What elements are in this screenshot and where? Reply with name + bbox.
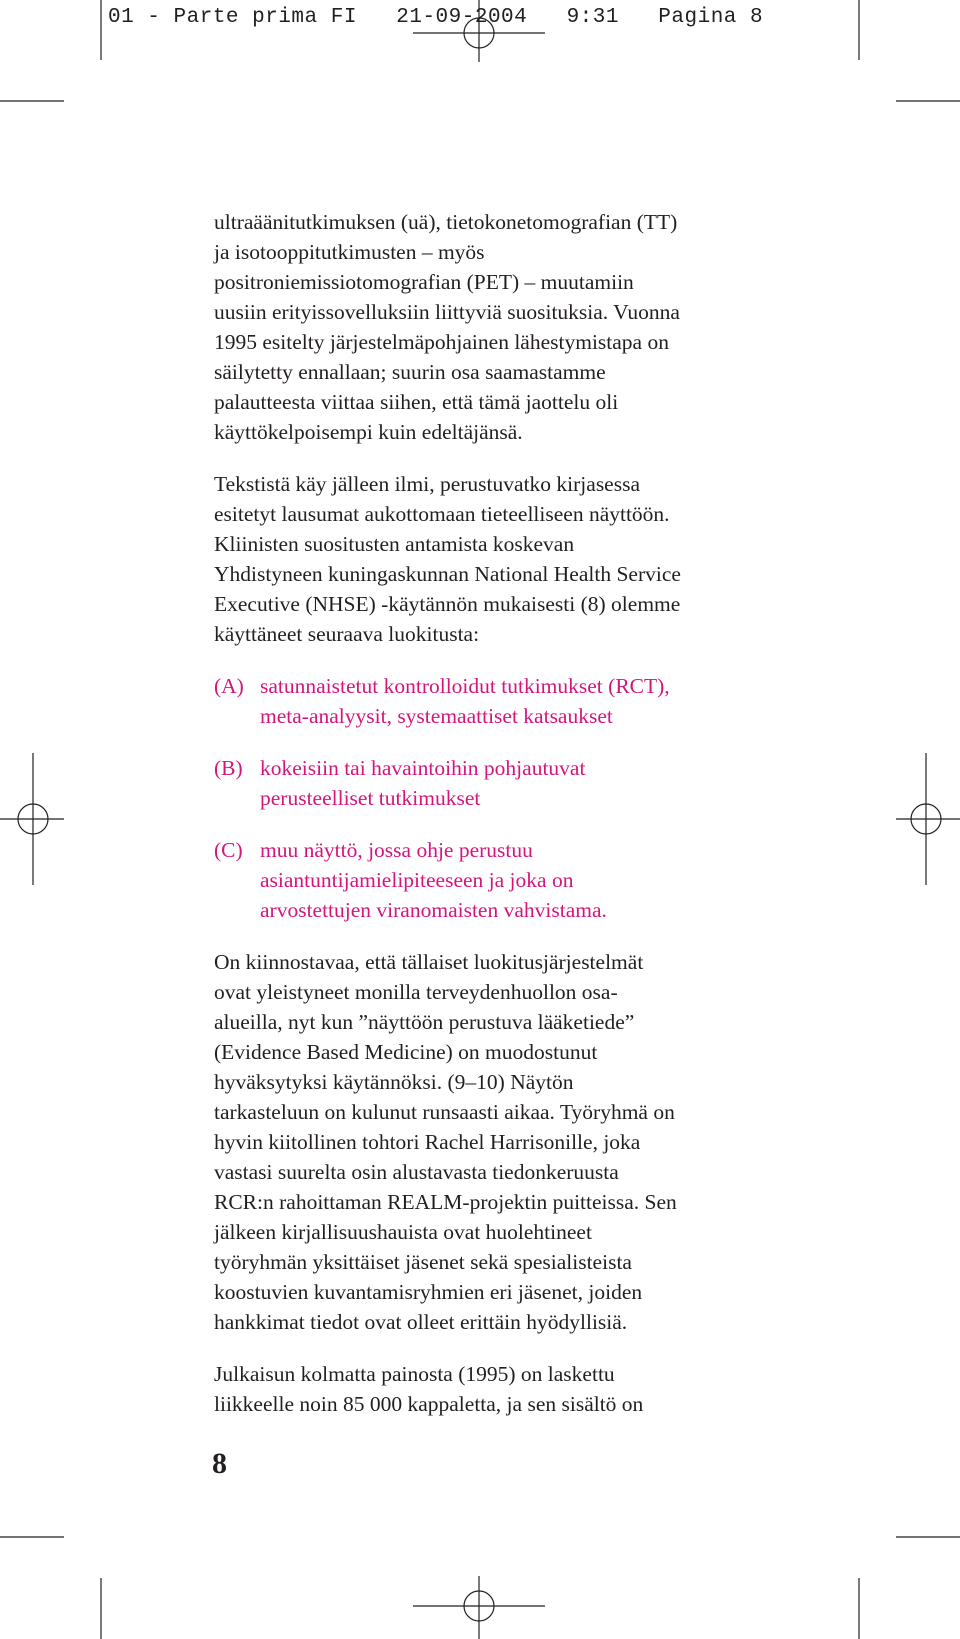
text-line: säilytetty ennallaan; suurin osa saamastamme (214, 360, 606, 384)
paragraph-2 (214, 469, 774, 649)
text-line: arvostettujen viranomaisten vahvistama. (260, 898, 607, 922)
text-line: muu näyttö, jossa ohje perustuu (260, 838, 533, 862)
paragraph-1 (214, 207, 774, 447)
registration-mark-bottom (413, 1576, 545, 1639)
list-item (214, 835, 774, 925)
text-line: ja isotooppitutkimusten – myös (214, 240, 485, 264)
text-line: perusteelliset tutkimukset (260, 786, 481, 810)
registration-mark-top (413, 0, 545, 62)
text-line: (Evidence Based Medicine) on muodostunut (214, 1040, 598, 1064)
list-item-text (260, 671, 670, 731)
list-item-text (260, 753, 585, 813)
text-line: Yhdistyneen kuningaskunnan National Health Service (214, 562, 681, 586)
list-item-text (260, 835, 607, 925)
text-line: meta-analyysit, systemaattiset katsaukset (260, 704, 613, 728)
text-line: tarkasteluun on kulunut runsaasti aikaa. Työryhmä on (214, 1100, 675, 1124)
text-line: On kiinnostavaa, että tällaiset luokitusjärjestelmät (214, 950, 644, 974)
text-line: Tekstistä käy jälleen ilmi, perustuvatko kirjasessa (214, 472, 641, 496)
text-line: jälkeen kirjallisuushauista ovat huolehtineet (214, 1220, 592, 1244)
text-line: vastasi suurelta osin alustavasta tiedonkeruusta (214, 1160, 619, 1184)
text-line: Kliinisten suositusten antamista koskevan (214, 532, 575, 556)
text-line: RCR:n rahoittaman REALM-projektin puitteissa. Sen (214, 1190, 677, 1214)
text-line: 1995 esitelty järjestelmäpohjainen lähestymistapa on (214, 330, 669, 354)
text-line: hyväksytyksi käytännöksi. (9–10) Näytön (214, 1070, 574, 1094)
text-line: koostuvien kuvantamisryhmien eri jäsenet, joiden (214, 1280, 643, 1304)
list-item-label: (C) (214, 838, 243, 862)
text-line: liikkeelle noin 85 000 kappaletta, ja sen sisältö on (214, 1392, 644, 1416)
text-line: hankkimat tiedot ovat olleet erittäin hyödyllisiä. (214, 1310, 628, 1334)
text-line: esitetyt lausumat aukottomaan tieteelliseen näyttöön. (214, 502, 670, 526)
list-item-label: (B) (214, 756, 243, 780)
text-line: ovat yleistyneet monilla terveydenhuollon osa- (214, 980, 618, 1004)
text-line: Julkaisun kolmatta painosta (1995) on laskettu (214, 1362, 615, 1386)
paragraph-4 (214, 1359, 774, 1419)
text-line: uusiin erityissovelluksiin liittyviä suosituksia. Vuonna (214, 300, 680, 324)
text-line: alueilla, nyt kun ”näyttöön perustuva lääketiede” (214, 1010, 635, 1034)
registration-mark-left (0, 753, 64, 885)
text-line: Executive (NHSE) -käytännön mukaisesti (8) olemme (214, 592, 681, 616)
body-text (214, 207, 774, 1441)
paragraph-3 (214, 947, 774, 1337)
text-line: positroniemissiotomografian (PET) – muutamiin (214, 270, 634, 294)
text-line: hyvin kiitollinen tohtori Rachel Harrisonille, joka (214, 1130, 641, 1154)
text-line: kokeisiin tai havaintoihin pohjautuvat (260, 756, 586, 780)
text-line: ultraäänitutkimuksen (uä), tietokonetomografian (TT) (214, 210, 678, 234)
evidence-classification-list (214, 671, 774, 925)
page-number: 8 (212, 1447, 227, 1480)
text-line: työryhmän yksittäiset jäsenet sekä spesialisteista (214, 1250, 632, 1274)
list-item (214, 671, 774, 731)
list-item-label: (A) (214, 674, 244, 698)
registration-mark-right (896, 753, 960, 885)
text-line: asiantuntijamielipiteeseen ja joka on (260, 868, 574, 892)
text-line: satunnaistetut kontrolloidut tutkimukset (RCT), (260, 674, 670, 698)
text-line: käyttäneet seuraava luokitusta: (214, 622, 480, 646)
text-line: käyttökelpoisempi kuin edeltäjänsä. (214, 420, 523, 444)
list-item (214, 753, 774, 813)
text-line: palautteesta viittaa siihen, että tämä jaottelu oli (214, 390, 619, 414)
print-slug-header: 01 - Parte prima FI 21-09-2004 9:31 Pagina 8 (108, 6, 764, 29)
